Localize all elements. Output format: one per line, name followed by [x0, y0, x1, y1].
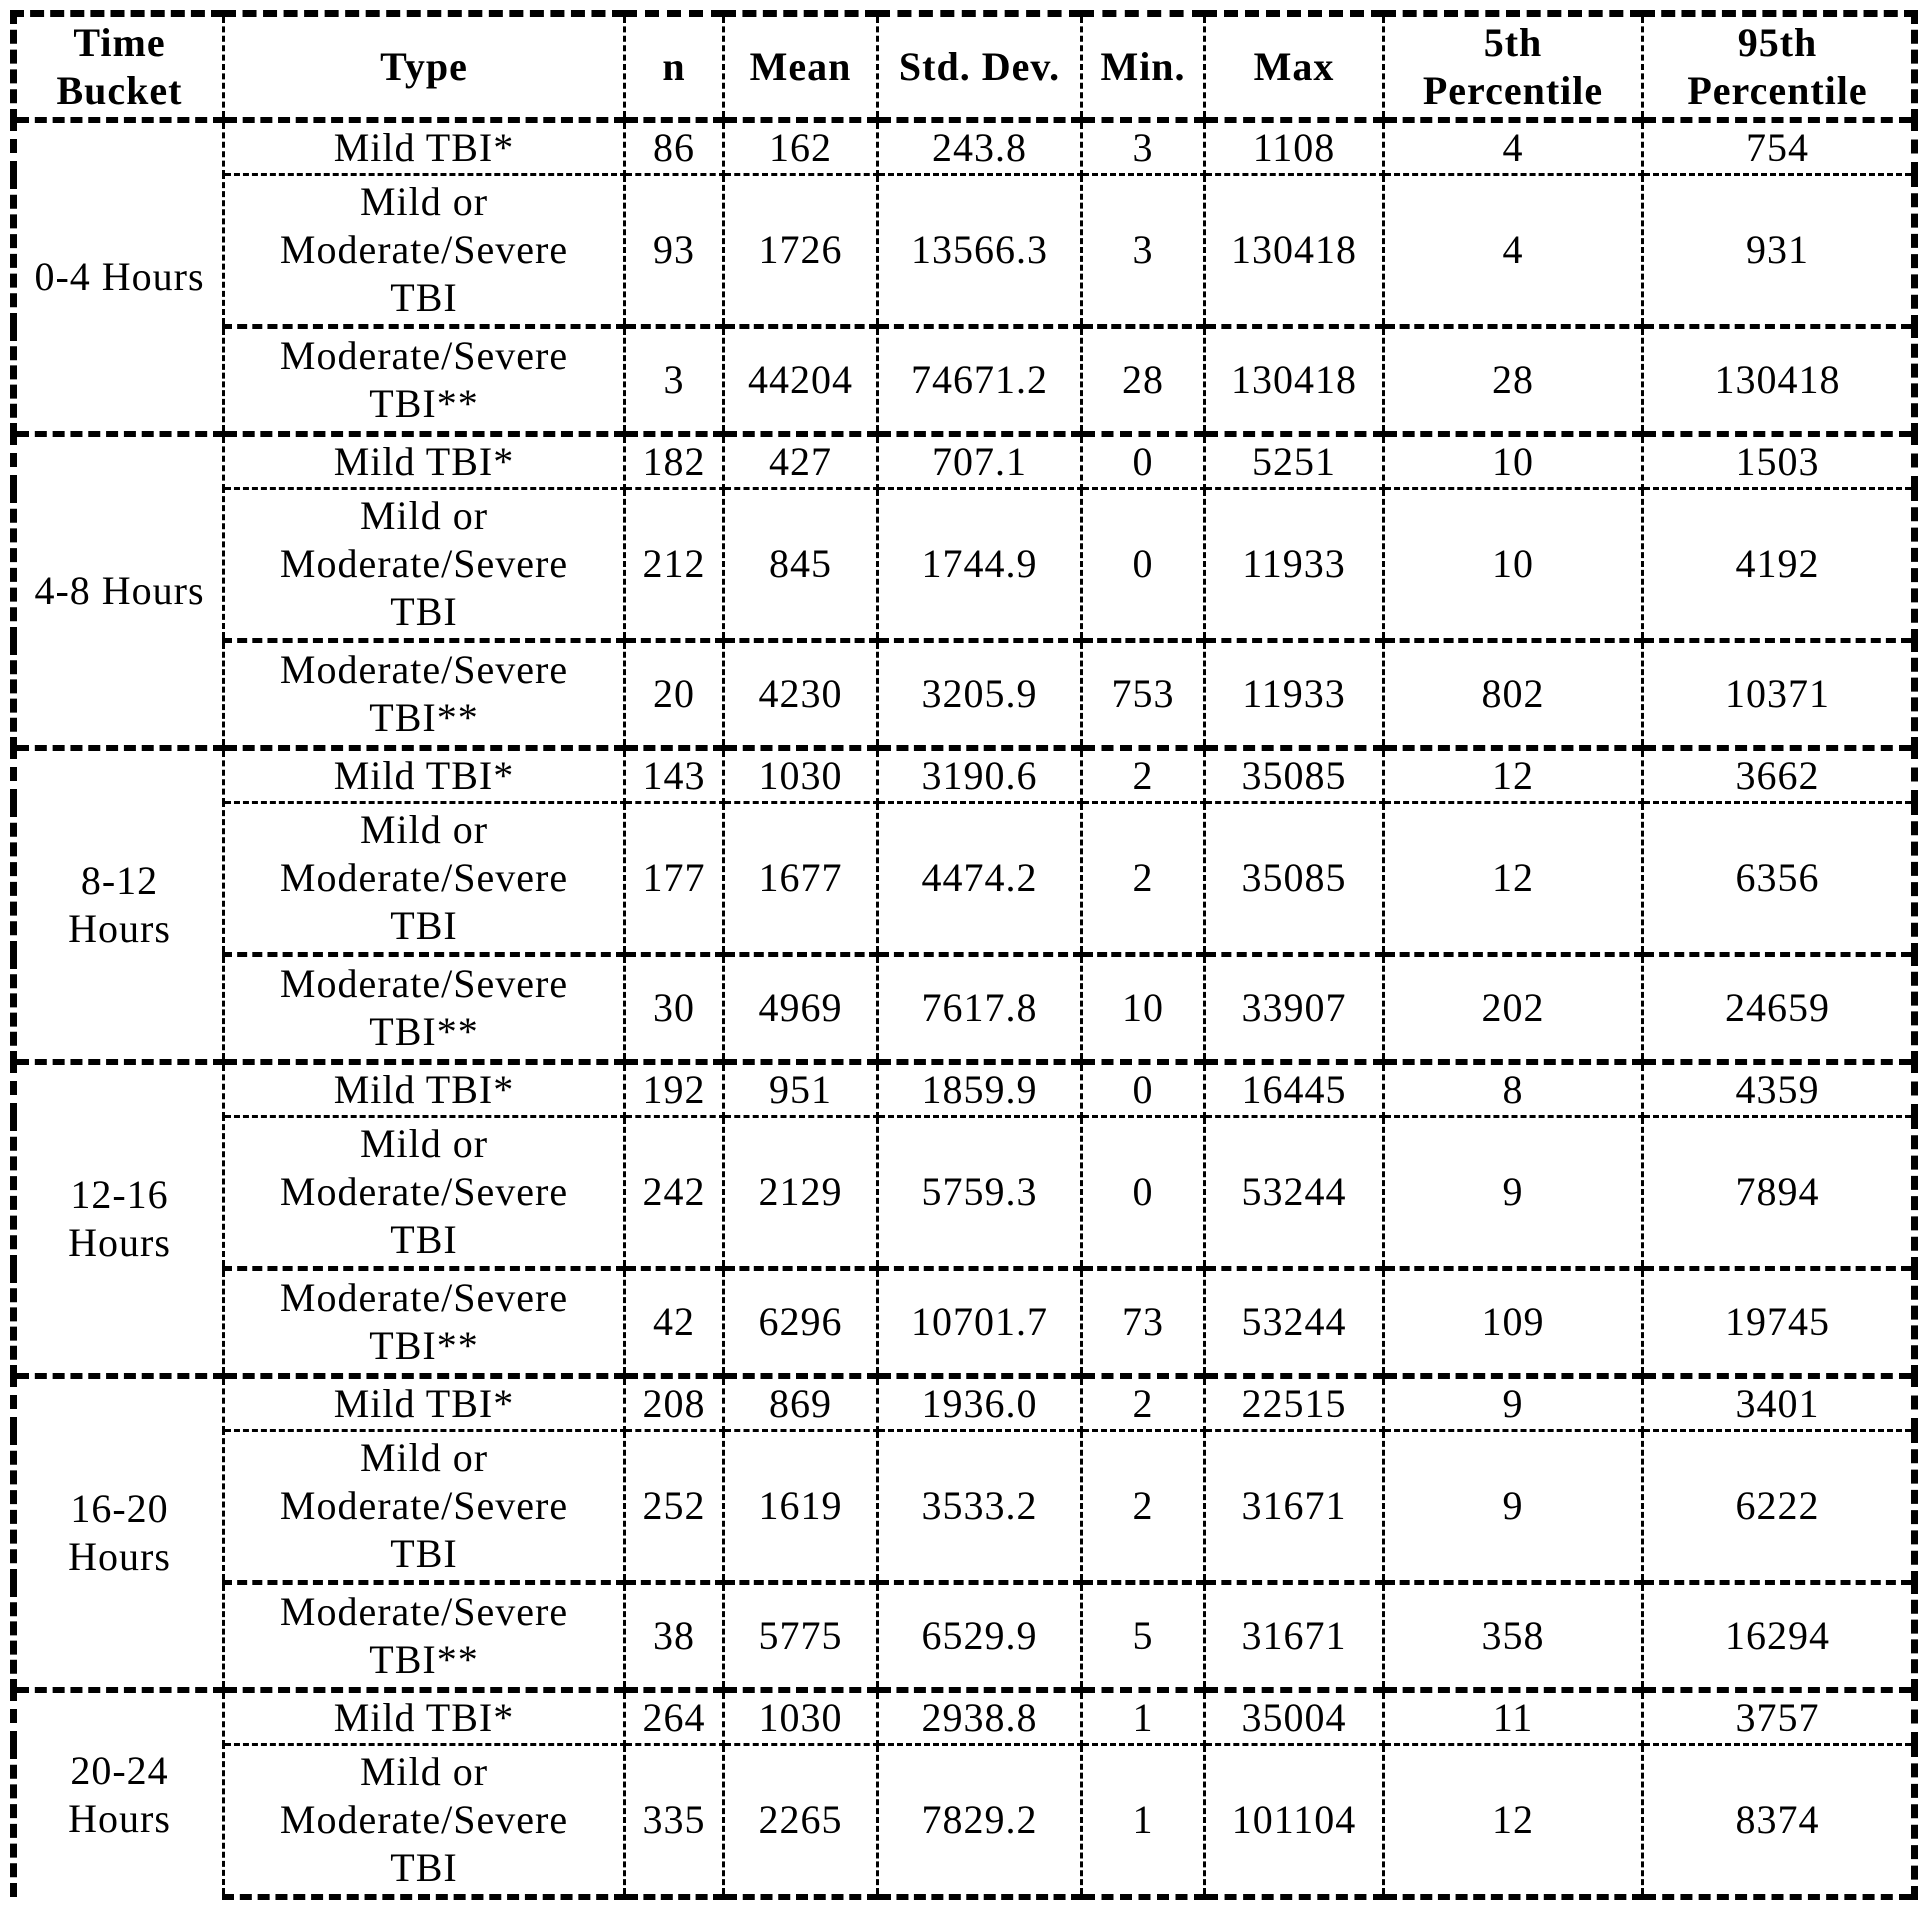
p5-cell: 8 — [1384, 1062, 1643, 1117]
n-cell: 182 — [625, 434, 724, 489]
header-n: n — [625, 14, 724, 121]
min-cell: 2 — [1082, 1376, 1205, 1431]
max-cell: 22515 — [1205, 1376, 1384, 1431]
mean-cell: 845 — [724, 489, 878, 641]
p95-cell: 6222 — [1643, 1431, 1915, 1583]
p95-cell: 19745 — [1643, 1269, 1915, 1377]
p5-cell: 4 — [1384, 175, 1643, 327]
mean-cell: 1677 — [724, 803, 878, 955]
max-cell: 11933 — [1205, 489, 1384, 641]
type-cell: Mild TBI* — [224, 1690, 625, 1745]
table-row — [14, 1062, 1915, 1117]
p5-cell: 28 — [1384, 327, 1643, 435]
header-row — [14, 14, 1915, 121]
table-row — [14, 748, 1915, 803]
mean-cell: 1030 — [724, 748, 878, 803]
p95-cell: 4192 — [1643, 489, 1915, 641]
std-cell: 3533.2 — [878, 1431, 1082, 1583]
type-cell: Moderate/Severe TBI** — [224, 1269, 625, 1377]
p5-cell: 12 — [1384, 803, 1643, 955]
std-cell: 3190.6 — [878, 748, 1082, 803]
type-cell: Mild TBI* — [224, 748, 625, 803]
p95-cell: 130418 — [1643, 327, 1915, 435]
type-cell: Moderate/Severe TBI** — [224, 641, 625, 749]
header-5th-percentile: 5th Percentile — [1384, 14, 1643, 121]
table-row — [14, 1690, 1915, 1745]
min-cell: 0 — [1082, 1117, 1205, 1269]
mean-cell: 6296 — [724, 1269, 878, 1377]
min-cell: 2 — [1082, 803, 1205, 955]
max-cell: 31671 — [1205, 1431, 1384, 1583]
std-cell: 6529.9 — [878, 1583, 1082, 1691]
p5-cell: 10 — [1384, 489, 1643, 641]
mean-cell: 1619 — [724, 1431, 878, 1583]
max-cell: 35085 — [1205, 748, 1384, 803]
min-cell: 2 — [1082, 1431, 1205, 1583]
p5-cell: 10 — [1384, 434, 1643, 489]
table-row — [14, 1376, 1915, 1431]
std-cell: 7617.8 — [878, 955, 1082, 1063]
min-cell: 73 — [1082, 1269, 1205, 1377]
n-cell: 242 — [625, 1117, 724, 1269]
min-cell: 10 — [1082, 955, 1205, 1063]
table-row — [14, 434, 1915, 489]
max-cell: 1108 — [1205, 120, 1384, 175]
p95-cell: 3757 — [1643, 1690, 1915, 1745]
type-cell: Mild or Moderate/Severe TBI — [224, 175, 625, 327]
header-mean: Mean — [724, 14, 878, 121]
min-cell: 28 — [1082, 327, 1205, 435]
std-cell: 1744.9 — [878, 489, 1082, 641]
max-cell: 130418 — [1205, 327, 1384, 435]
mean-cell: 869 — [724, 1376, 878, 1431]
table-row — [14, 1745, 1915, 1898]
mean-cell: 4969 — [724, 955, 878, 1063]
p5-cell: 12 — [1384, 1745, 1643, 1898]
table-row — [14, 120, 1915, 175]
n-cell: 192 — [625, 1062, 724, 1117]
header-type: Type — [224, 14, 625, 121]
table-row — [14, 641, 1915, 749]
p95-cell: 1503 — [1643, 434, 1915, 489]
min-cell: 3 — [1082, 120, 1205, 175]
header-std-dev: Std. Dev. — [878, 14, 1082, 121]
max-cell: 53244 — [1205, 1269, 1384, 1377]
p95-cell: 3662 — [1643, 748, 1915, 803]
std-cell: 4474.2 — [878, 803, 1082, 955]
type-cell: Mild or Moderate/Severe TBI — [224, 1431, 625, 1583]
max-cell: 101104 — [1205, 1745, 1384, 1898]
mean-cell: 1726 — [724, 175, 878, 327]
std-cell: 1936.0 — [878, 1376, 1082, 1431]
min-cell: 2 — [1082, 748, 1205, 803]
time-bucket-cell: 4-8 Hours — [14, 434, 224, 748]
min-cell: 0 — [1082, 434, 1205, 489]
p5-cell: 9 — [1384, 1431, 1643, 1583]
p5-cell: 4 — [1384, 120, 1643, 175]
type-cell: Mild or Moderate/Severe TBI — [224, 1745, 625, 1898]
max-cell: 11933 — [1205, 641, 1384, 749]
table-row — [14, 327, 1915, 435]
n-cell: 93 — [625, 175, 724, 327]
p95-cell: 931 — [1643, 175, 1915, 327]
p95-cell: 16294 — [1643, 1583, 1915, 1691]
std-cell: 74671.2 — [878, 327, 1082, 435]
n-cell: 38 — [625, 1583, 724, 1691]
type-cell: Mild or Moderate/Severe TBI — [224, 1117, 625, 1269]
table-row — [14, 1117, 1915, 1269]
time-bucket-cell: 16-20 Hours — [14, 1376, 224, 1690]
p95-cell: 8374 — [1643, 1745, 1915, 1898]
time-bucket-cell: 0-4 Hours — [14, 120, 224, 434]
time-bucket-cell: 12-16 Hours — [14, 1062, 224, 1376]
p5-cell: 802 — [1384, 641, 1643, 749]
p95-cell: 6356 — [1643, 803, 1915, 955]
std-cell: 1859.9 — [878, 1062, 1082, 1117]
mean-cell: 427 — [724, 434, 878, 489]
p95-cell: 7894 — [1643, 1117, 1915, 1269]
p5-cell: 202 — [1384, 955, 1643, 1063]
n-cell: 3 — [625, 327, 724, 435]
max-cell: 31671 — [1205, 1583, 1384, 1691]
header-min: Min. — [1082, 14, 1205, 121]
n-cell: 143 — [625, 748, 724, 803]
type-cell: Moderate/Severe TBI** — [224, 327, 625, 435]
time-bucket-cell: 20-24 Hours — [14, 1690, 224, 1897]
max-cell: 53244 — [1205, 1117, 1384, 1269]
std-cell: 707.1 — [878, 434, 1082, 489]
p95-cell: 24659 — [1643, 955, 1915, 1063]
mean-cell: 5775 — [724, 1583, 878, 1691]
std-cell: 10701.7 — [878, 1269, 1082, 1377]
max-cell: 35085 — [1205, 803, 1384, 955]
table-row — [14, 489, 1915, 641]
mean-cell: 44204 — [724, 327, 878, 435]
mean-cell: 1030 — [724, 1690, 878, 1745]
type-cell: Mild TBI* — [224, 120, 625, 175]
n-cell: 30 — [625, 955, 724, 1063]
max-cell: 35004 — [1205, 1690, 1384, 1745]
p95-cell: 10371 — [1643, 641, 1915, 749]
header-95th-percentile: 95th Percentile — [1643, 14, 1915, 121]
table-body — [14, 120, 1915, 1897]
table-row — [14, 1431, 1915, 1583]
min-cell: 5 — [1082, 1583, 1205, 1691]
type-cell: Moderate/Severe TBI** — [224, 1583, 625, 1691]
std-cell: 3205.9 — [878, 641, 1082, 749]
min-cell: 3 — [1082, 175, 1205, 327]
mean-cell: 2265 — [724, 1745, 878, 1898]
min-cell: 1 — [1082, 1745, 1205, 1898]
p5-cell: 109 — [1384, 1269, 1643, 1377]
n-cell: 42 — [625, 1269, 724, 1377]
n-cell: 177 — [625, 803, 724, 955]
std-cell: 7829.2 — [878, 1745, 1082, 1898]
mean-cell: 2129 — [724, 1117, 878, 1269]
mean-cell: 162 — [724, 120, 878, 175]
n-cell: 212 — [625, 489, 724, 641]
max-cell: 5251 — [1205, 434, 1384, 489]
max-cell: 130418 — [1205, 175, 1384, 327]
std-cell: 13566.3 — [878, 175, 1082, 327]
header-time-bucket: Time Bucket — [14, 14, 224, 121]
std-cell: 2938.8 — [878, 1690, 1082, 1745]
table-row — [14, 803, 1915, 955]
n-cell: 20 — [625, 641, 724, 749]
p95-cell: 3401 — [1643, 1376, 1915, 1431]
min-cell: 753 — [1082, 641, 1205, 749]
max-cell: 16445 — [1205, 1062, 1384, 1117]
table-row — [14, 1269, 1915, 1377]
n-cell: 264 — [625, 1690, 724, 1745]
type-cell: Mild TBI* — [224, 434, 625, 489]
p95-cell: 754 — [1643, 120, 1915, 175]
p5-cell: 9 — [1384, 1117, 1643, 1269]
n-cell: 86 — [625, 120, 724, 175]
p5-cell: 12 — [1384, 748, 1643, 803]
type-cell: Mild TBI* — [224, 1376, 625, 1431]
p5-cell: 9 — [1384, 1376, 1643, 1431]
table-row — [14, 175, 1915, 327]
type-cell: Mild TBI* — [224, 1062, 625, 1117]
table-row — [14, 955, 1915, 1063]
type-cell: Moderate/Severe TBI** — [224, 955, 625, 1063]
n-cell: 335 — [625, 1745, 724, 1898]
type-cell: Mild or Moderate/Severe TBI — [224, 489, 625, 641]
p5-cell: 358 — [1384, 1583, 1643, 1691]
time-bucket-cell: 8-12 Hours — [14, 748, 224, 1062]
std-cell: 243.8 — [878, 120, 1082, 175]
mean-cell: 951 — [724, 1062, 878, 1117]
p5-cell: 11 — [1384, 1690, 1643, 1745]
stats-table — [10, 10, 1918, 1900]
min-cell: 0 — [1082, 489, 1205, 641]
min-cell: 0 — [1082, 1062, 1205, 1117]
n-cell: 208 — [625, 1376, 724, 1431]
table-row — [14, 1583, 1915, 1691]
min-cell: 1 — [1082, 1690, 1205, 1745]
std-cell: 5759.3 — [878, 1117, 1082, 1269]
p95-cell: 4359 — [1643, 1062, 1915, 1117]
type-cell: Mild or Moderate/Severe TBI — [224, 803, 625, 955]
header-max: Max — [1205, 14, 1384, 121]
max-cell: 33907 — [1205, 955, 1384, 1063]
n-cell: 252 — [625, 1431, 724, 1583]
mean-cell: 4230 — [724, 641, 878, 749]
